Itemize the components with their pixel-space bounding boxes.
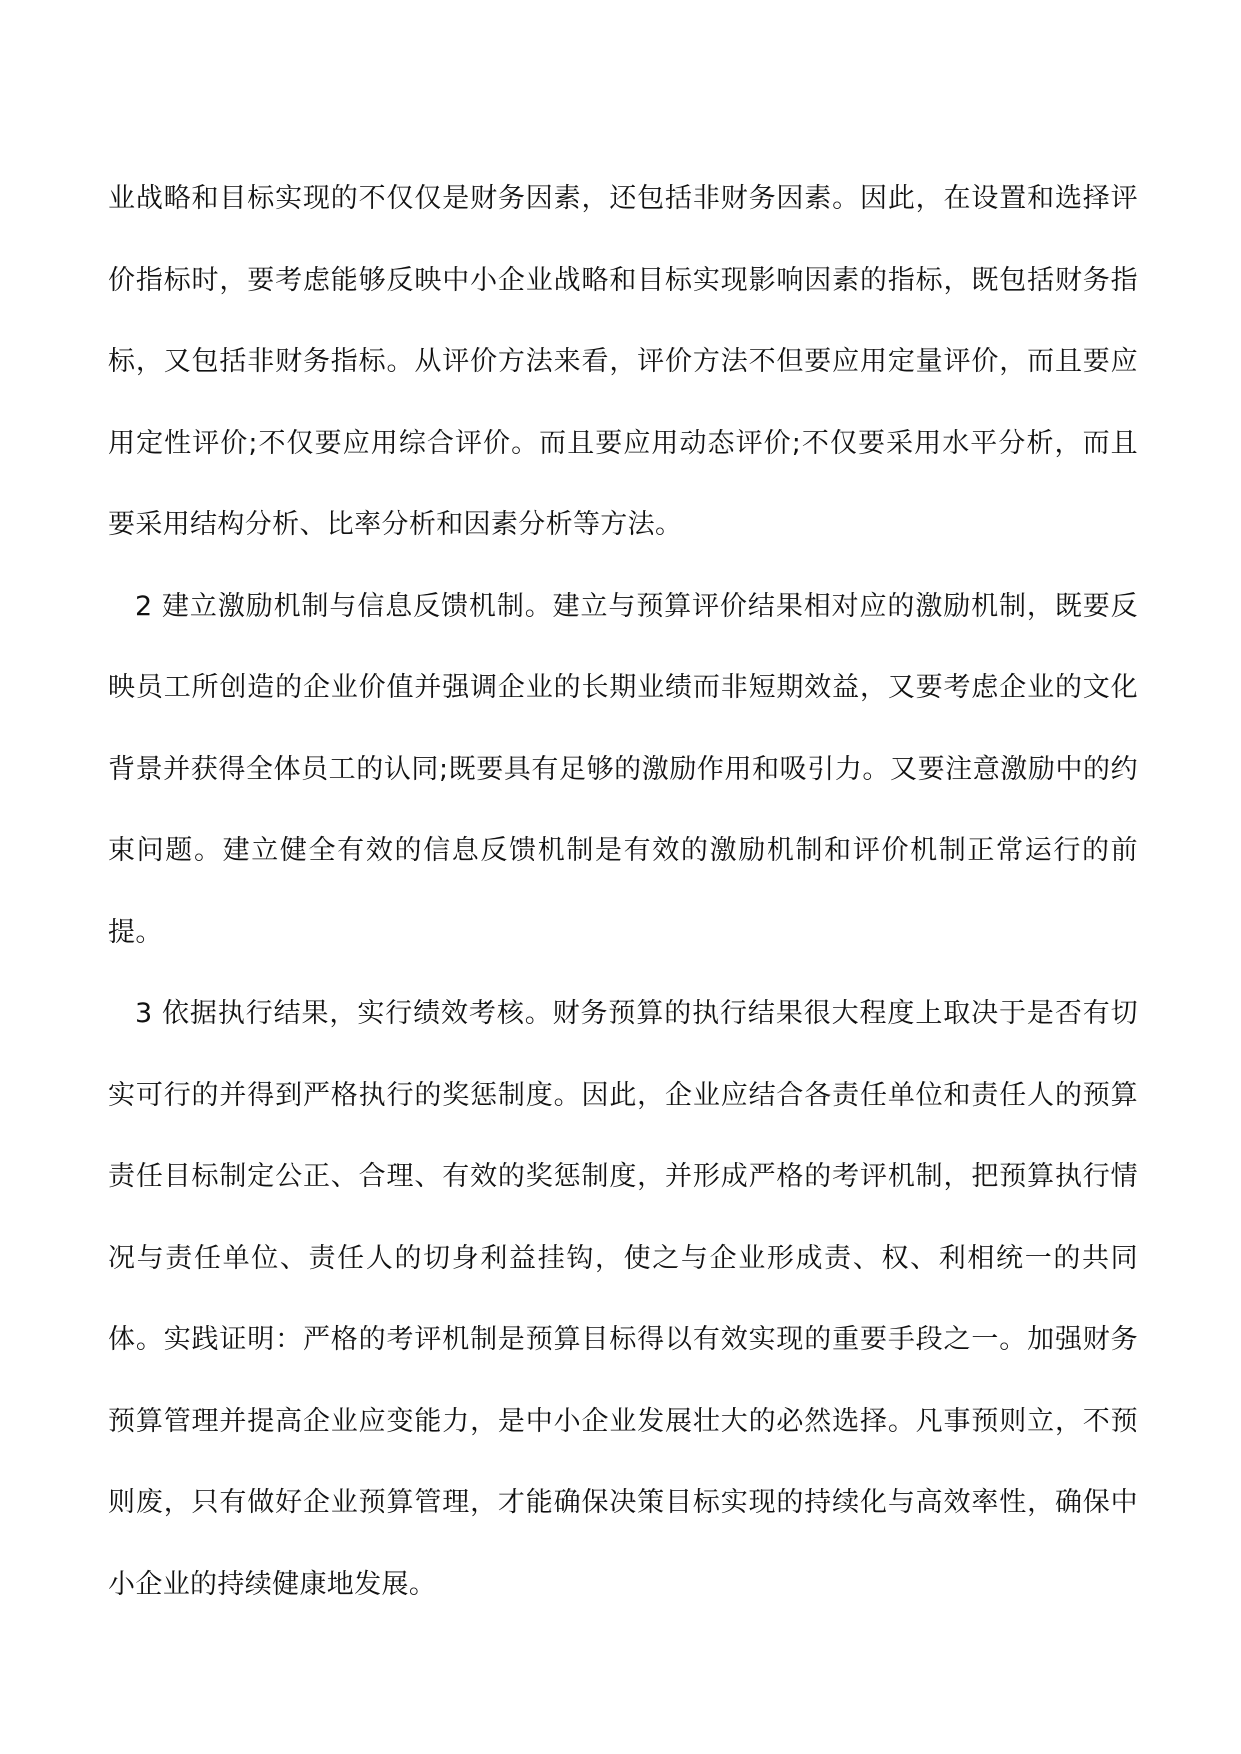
document-body: [108, 158, 1138, 1625]
paragraph-performance-assessment: 3 依据执行结果，实行绩效考核。财务预算的执行结果很大程度上取决于是否有切实可行的并得到严格执行的奖惩制度。因此，企业应结合各责任单位和责任人的预算责任目标制定公正、合理、有效的奖惩制度，并形成严格的考评机制，把预算执行情况与责任单位、责任人的切身利益挂钩，使之与企业形成责、权、利相统一的共同体。实践证明：严格的考评机制是预算目标得以有效实现的重要手段之一。加强财务预算管理并提高企业应变能力，是中小企业发展壮大的必然选择。凡事预则立，不预则废，只有做好企业预算管理，才能确保决策目标实现的持续化与高效率性，确保中小企业的持续健康地发展。: [108, 998, 1138, 1600]
paragraph-evaluation-indicators: 业战略和目标实现的不仅仅是财务因素，还包括非财务因素。因此，在设置和选择评价指标时，要考虑能够反映中小企业战略和目标实现影响因素的指标，既包括财务指标，又包括非财务指标。从评价方法来看，评价方法不但要应用定量评价，而且要应用定性评价;不仅要应用综合评价。而且要应用动态评价;不仅要采用水平分析，而且要采用结构分析、比率分析和因素分析等方法。: [108, 183, 1138, 540]
paragraph-incentive-mechanism: 2 建立激励机制与信息反馈机制。建立与预算评价结果相对应的激励机制，既要反映员工所创造的企业价值并强调企业的长期业绩而非短期效益，又要考虑企业的文化背景并获得全体员工的认同;既要具有足够的激励作用和吸引力。又要注意激励中的约束问题。建立健全有效的信息反馈机制是有效的激励机制和评价机制正常运行的前提。: [108, 590, 1138, 948]
